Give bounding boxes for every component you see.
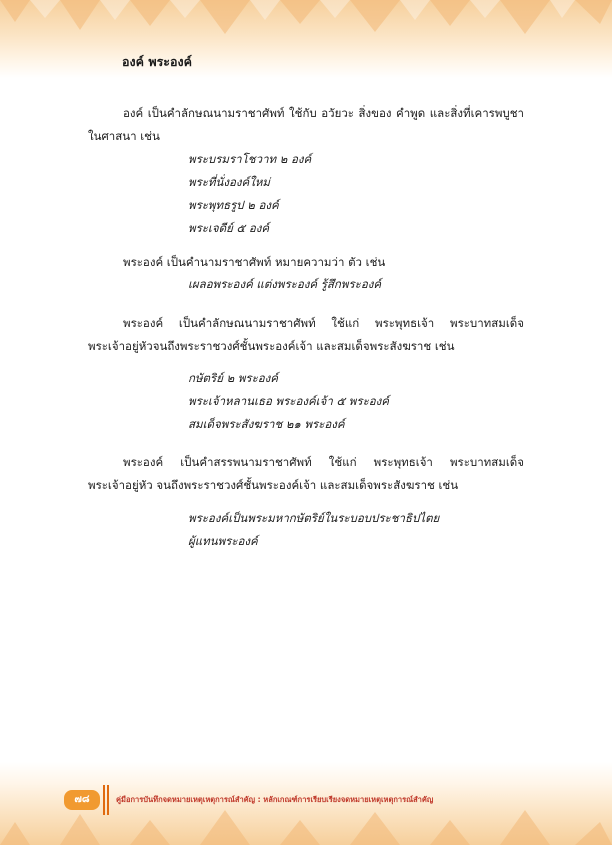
example-item: พระเจ้าหลานเธอ พระองค์เจ้า ๕ พระองค์: [188, 394, 389, 408]
example-item: ผู้แทนพระองค์: [188, 534, 258, 548]
footer-title: คู่มือการบันทึกจดหมายเหตุเหตุการณ์สำคัญ : หลักเกณฑ์การเรียบเรียงจดหมายเหตุเหตุการณ์สำคัญ: [116, 795, 434, 804]
example-list-3: [188, 367, 389, 436]
example-item: พระที่นั่งองค์ใหม่: [188, 175, 270, 189]
footer-divider: [107, 785, 109, 815]
example-list-4: [188, 507, 439, 553]
section-heading: องค์ พระองค์: [122, 54, 192, 69]
paragraph-2-text: พระองค์ เป็นคำนามราชาศัพท์ หมายความว่า ตัว เช่น: [123, 255, 386, 269]
page-number-badge: ๗๘: [64, 790, 100, 810]
paragraph-3: [88, 312, 524, 358]
paragraph-4: [88, 451, 524, 497]
paragraph-2: [88, 251, 524, 274]
example-item: พระบรมราโชวาท ๒ องค์: [188, 152, 312, 166]
example-item: พระพุทธรูป ๒ องค์: [188, 198, 279, 212]
example-item: เผลอพระองค์ แต่งพระองค์ รู้สึกพระองค์: [188, 277, 382, 291]
paragraph-1-text: องค์ เป็นคำลักษณนามราชาศัพท์ ใช้กับ อวัยวะ สิ่งของ คำพูด และสิ่งที่เคารพบูชาในศาสนา เช่น: [88, 106, 524, 143]
paragraph-3-text: พระองค์ เป็นคำลักษณนามราชาศัพท์ ใช้แก่ พระพุทธเจ้า พระบาทสมเด็จพระเจ้าอยู่หัวจนถึงพระราชวงศ์ชั้นพระองค์เจ้า และสมเด็จพระสังฆราช เช่น: [88, 316, 524, 353]
paragraph-4-text: พระองค์ เป็นคำสรรพนามราชาศัพท์ ใช้แก่ พระพุทธเจ้า พระบาทสมเด็จพระเจ้าอยู่หัว จนถึงพระราชวงศ์ชั้นพระองค์เจ้า และสมเด็จพระสังฆราช เช่น: [88, 455, 524, 492]
example-list-1: [188, 148, 311, 240]
example-item: สมเด็จพระสังฆราช ๒๑ พระองค์: [188, 417, 345, 431]
example-list-2: [188, 273, 381, 296]
example-item: กษัตริย์ ๒ พระองค์: [188, 371, 278, 385]
header-diamond-pattern: [0, 0, 612, 78]
example-item: พระองค์เป็นพระมหากษัตริย์ในระบอบประชาธิปไตย: [188, 511, 440, 525]
example-item: พระเจดีย์ ๕ องค์: [188, 221, 270, 235]
paragraph-1: [88, 102, 524, 148]
footer-divider: [103, 785, 105, 815]
header-decoration: [0, 0, 612, 78]
